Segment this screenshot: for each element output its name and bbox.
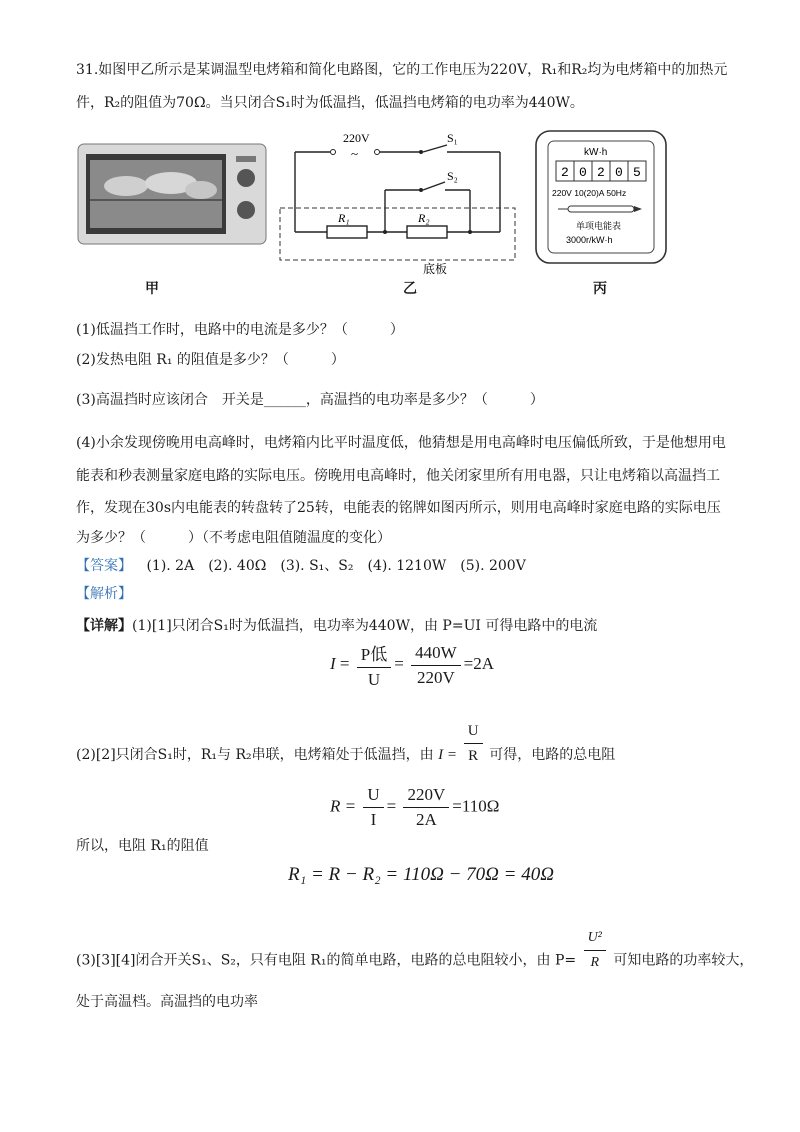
oven-photo bbox=[76, 138, 268, 248]
energy-meter bbox=[532, 128, 670, 268]
eq2-lhs: R = bbox=[330, 796, 357, 816]
meter-unit: kW·h bbox=[584, 147, 608, 158]
problem-line-1: 31.如图甲乙所示是某调温型电烤箱和简化电路图，它的工作电压为220V，R₁和R₂均为电烤箱中的加热元 bbox=[76, 62, 728, 78]
detail-label: 【详解】 bbox=[76, 618, 132, 634]
label-s1: S₁ bbox=[447, 131, 458, 145]
answer-text: (1). 2A (2). 40Ω (3). S₁、S₂ (4). 1210W (5). 200V bbox=[146, 558, 526, 574]
detail-line-4 bbox=[76, 930, 754, 983]
label-tilde: ~ bbox=[351, 146, 359, 161]
detail-text-1: (1)[1]只闭合S₁时为低温挡，电功率为440W，由 P=UI 可得电路中的电流 bbox=[132, 618, 598, 634]
eq1-lhs: I bbox=[330, 653, 336, 673]
analysis-label: 【解析】 bbox=[76, 586, 132, 602]
label-s2: S₂ bbox=[447, 169, 458, 183]
caption-yi: 乙 bbox=[403, 281, 417, 297]
ohm-law-inline bbox=[438, 723, 489, 764]
circuit-diagram bbox=[275, 128, 525, 278]
meter-digit-2: 0 bbox=[579, 165, 587, 180]
question-2: (2)发热电阻 R₁ 的阻值是多少？（ ） bbox=[76, 352, 345, 368]
eq2-den2: 2A bbox=[415, 810, 437, 829]
meter-digit-1: 2 bbox=[561, 165, 569, 180]
question-4-line-1: (4)小余发现傍晚用电高峰时，电烤箱内比平时温度低，他猜想是用电高峰时电压偏低所致，于是他想用电 bbox=[76, 435, 726, 451]
label-220v: 220V bbox=[343, 131, 370, 145]
eq1-result: =2A bbox=[463, 653, 494, 673]
detail-line-3: 所以，电阻 R₁的阻值 bbox=[76, 838, 209, 854]
equation-current: I = $\frac{\text{P低}}{U}$ = $\frac{440W}{220V}$ =2A bbox=[330, 640, 494, 690]
eq2-den: I bbox=[370, 810, 377, 829]
meter-digit-4: 0 bbox=[615, 165, 623, 180]
eq1-den: U bbox=[367, 670, 381, 689]
meter-name: 单项电能表 bbox=[576, 222, 622, 232]
power-num: U² bbox=[584, 928, 606, 951]
meter-digit-3: 2 bbox=[597, 165, 605, 180]
question-3: (3)高温挡时应该闭合 开关是______，高温挡的电功率是多少？（ ） bbox=[76, 392, 544, 408]
power-den: R bbox=[590, 955, 599, 970]
equation-r1: R₁ = R − R₂ = 110Ω − 70Ω = 40Ω bbox=[288, 864, 554, 885]
ohm-den: R bbox=[468, 748, 479, 764]
equation-resistance: R = $\frac{U}{I}$ = $\frac{220V}{2A}$ =110Ω bbox=[330, 785, 500, 829]
caption-bing: 丙 bbox=[593, 281, 607, 297]
question-4-line-4: 为多少？（ ）（不考虑电阻值随温度的变化） bbox=[76, 530, 391, 546]
power-fraction bbox=[584, 928, 606, 973]
meter-rating: 220V 10(20)A 50Hz bbox=[552, 188, 627, 198]
ohm-lhs: I = bbox=[438, 746, 457, 763]
answer-label: 【答案】 bbox=[76, 558, 132, 574]
detail-text-2b: 可得，电路的总电阻 bbox=[489, 746, 616, 763]
caption-jia: 甲 bbox=[145, 281, 159, 297]
label-r1: R₁ bbox=[338, 211, 350, 225]
detail-text-2a: (2)[2]只闭合S₁时，R₁与 R₂串联，电烤箱处于低温挡，由 bbox=[76, 746, 434, 763]
eq1-den2: 220V bbox=[416, 667, 455, 687]
detail-line-5: 处于高温档。高温挡的电功率 bbox=[76, 994, 258, 1010]
detail-line-1 bbox=[76, 616, 597, 636]
meter-constant: 3000r/kW·h bbox=[566, 235, 613, 245]
problem-line-2: 件，R₂的阻值为70Ω。当只闭合S₁时为低温挡，低温挡电烤箱的电功率为440W。 bbox=[76, 95, 584, 111]
eq1-num2: 440W bbox=[411, 643, 461, 666]
answer-row bbox=[76, 556, 526, 576]
eq1-num: P低 bbox=[357, 640, 391, 668]
meter-digit-5: 5 bbox=[633, 165, 641, 180]
question-4-line-3: 作，发现在30s内电能表的转盘转了25转，电能表的铭牌如图丙所示，则用电高峰时家庭电路的实际电压 bbox=[76, 500, 721, 516]
eq2-num: U bbox=[363, 785, 383, 808]
question-4-line-2: 能表和秒表测量家庭电路的实际电压。傍晚用电高峰时，他关闭家里所有用电器，只让电烤箱以高温挡工 bbox=[76, 468, 720, 484]
label-r2: R₂ bbox=[418, 211, 430, 225]
label-base: 底板 bbox=[423, 262, 448, 276]
eq2-num2: 220V bbox=[403, 785, 449, 808]
detail-text-4a: (3)[3][4]闭合开关S₁、S₂，只有电阻 R₁的简单电路，电路的总电阻较小，由 P= bbox=[76, 952, 577, 969]
detail-text-4b: 可知电路的功率较大， bbox=[613, 952, 754, 969]
ohm-num: U bbox=[464, 721, 483, 744]
eq2-result: =110Ω bbox=[452, 796, 500, 816]
question-1: (1)低温挡工作时，电路中的电流是多少？（ ） bbox=[76, 322, 404, 338]
detail-line-2 bbox=[76, 723, 616, 778]
